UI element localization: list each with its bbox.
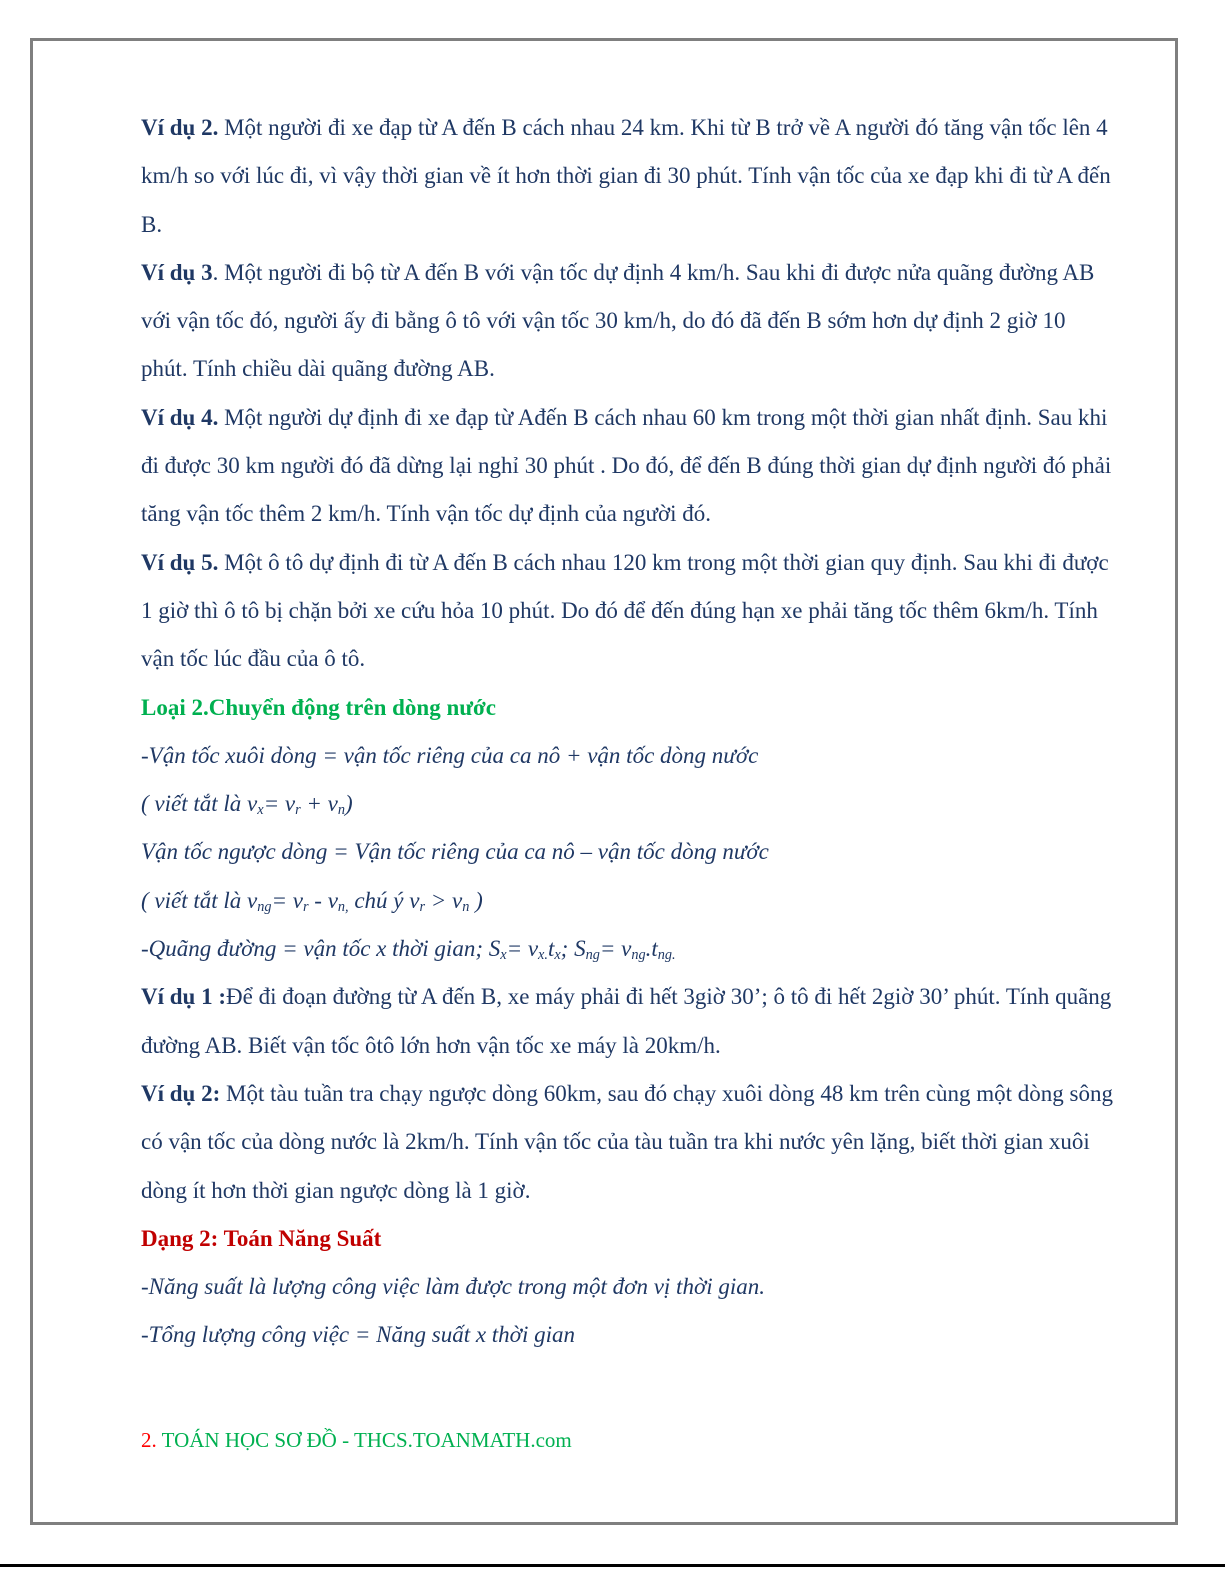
rule-upstream-abbr: ( viết tắt là $v_{ng}= v_r - v_{n,}$ chú ý $v_r > v_n$ )	[141, 887, 483, 915]
example-label: Ví dụ 5.	[141, 549, 219, 575]
example-label: Ví dụ 2:	[141, 1080, 221, 1106]
footer-text: TOÁN HỌC SƠ ĐỒ - THCS.TOANMATH.com	[156, 1428, 572, 1452]
document-body	[141, 104, 1116, 1360]
example-text: Một người dự định đi xe đạp từ Ađến B cách nhau 60 km trong một thời gian nhất định. Sau khi đi được 30 km người đó đã dừng lại nghỉ 30 phút . Do đó, để đến B đúng thời gian dự định người đó phải tăng vận tốc thêm 2 km/h. Tính vận tốc dự định của người đó.	[141, 404, 1112, 527]
example-paragraph	[141, 249, 1116, 394]
example-label: Ví dụ 1 :	[141, 984, 226, 1010]
example-paragraph	[141, 394, 1116, 539]
page-footer	[141, 1425, 572, 1455]
rule-distance-formula: -Quãng đường = vận tốc x thời gian; $S_x= v_{x.}t_x$; $S_{ng}= v_{ng}.t_{ng.}$	[141, 936, 676, 963]
rule-downstream-speed: -Vận tốc xuôi dòng = vận tốc riêng của ca nô + vận tốc dòng nước	[141, 742, 759, 768]
rule-productivity-definition: -Năng suất là lượng công việc làm được trong một đơn vị thời gian.	[141, 1274, 765, 1300]
example-text: . Một người đi bộ từ A đến B với vận tốc dự định 4 km/h. Sau khi đi được nửa quãng đường AB với vận tốc đó, người ấy đi bằng ô tô với vận tốc 30 km/h, do đó đã đến B sớm hơn dự định 2 giờ 10 phút. Tính chiều dài quãng đường AB.	[141, 259, 1095, 382]
example-label: Ví dụ 4.	[141, 404, 219, 430]
rule-downstream-abbr: ( viết tắt là $v_x= v_r + v_n$)	[141, 791, 353, 818]
example-label: Ví dụ 2.	[141, 115, 219, 140]
example-text: Để đi đoạn đường từ A đến B, xe máy phải đi hết 3giờ 30’; ô tô đi hết 2giờ 30’ phút. Tính quãng đường AB. Biết vận tốc ôtô lớn hơn vận tốc xe máy là 20km/h.	[141, 984, 1112, 1058]
section-heading-water: Loại 2.Chuyển động trên dòng nước	[141, 694, 496, 720]
section-heading-productivity: Dạng 2: Toán Năng Suất	[141, 1225, 382, 1251]
example-paragraph	[141, 539, 1116, 684]
rule-total-work: -Tổng lượng công việc = Năng suất x thời gian	[141, 1322, 575, 1348]
rule-upstream-speed: Vận tốc ngược dòng = Vận tốc riêng của ca nô – vận tốc dòng nước	[141, 839, 769, 865]
example-text: Một người đi xe đạp từ A đến B cách nhau 24 km. Khi từ B trở về A người đó tăng vận tốc lên 4 km/h so với lúc đi, vì vậy thời gian về ít hơn thời gian đi 30 phút. Tính vận tốc của xe đạp khi đi từ A đến B.	[141, 115, 1111, 237]
page-number: 2.	[141, 1428, 157, 1452]
example-paragraph	[141, 104, 1116, 249]
example-paragraph	[141, 1070, 1116, 1215]
example-paragraph	[141, 973, 1116, 1070]
example-text: Một ô tô dự định đi từ A đến B cách nhau 120 km trong một thời gian quy định. Sau khi đi được 1 giờ thì ô tô bị chặn bởi xe cứu hỏa 10 phút. Do đó để đến đúng hạn xe phải tăng tốc thêm 6km/h. Tính vận tốc lúc đầu của ô tô.	[141, 549, 1109, 672]
example-text: Một tàu tuần tra chạy ngược dòng 60km, sau đó chạy xuôi dòng 48 km trên cùng một dòng sông có vận tốc của dòng nước là 2km/h. Tính vận tốc của tàu tuần tra khi nước yên lặng, biết thời gian xuôi dòng ít hơn thời gian ngược dòng là 1 giờ.	[141, 1080, 1113, 1203]
example-label: Ví dụ 3	[141, 259, 213, 285]
bottom-divider	[0, 1564, 1225, 1567]
